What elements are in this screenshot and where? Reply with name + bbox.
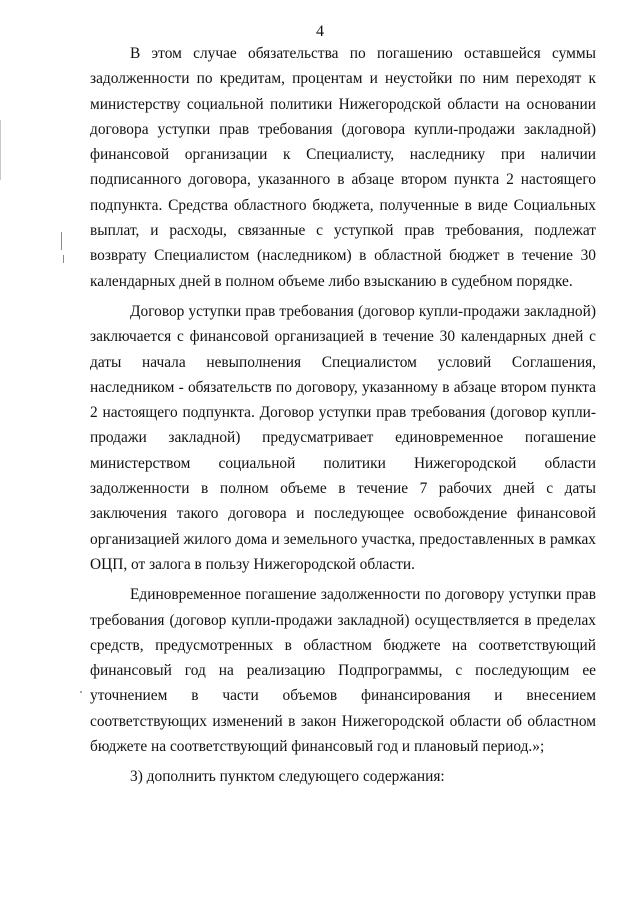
paragraph-add-clause: 3) дополнить пунктом следующего содержания: <box>130 768 445 786</box>
paragraph-assignment-agreement: Договор уступки прав требования (договор купли-продажи закладной) заключается с финансовой организацией в течение 30 календарных дней с даты начала невыполнения Специалистом условий Соглашения, наследником - обязательств по договору, указанному в абзаце втором пункта 2 настоящего подпункта. Договор уступки прав требования (договор купли-продажи закладной) предусматривает единовременное погашение министерством социальной политики Нижегородской области задолженности в полном объеме в течение 7 рабочих дней с даты заключения такого договора и последующее освобождение финансовой организацией жилого дома и земельного участка, предоставленных в рамках ОЦП, от залога в пользу Нижегородской области. <box>90 302 596 573</box>
scan-artifact <box>61 232 62 250</box>
document-body <box>90 41 596 790</box>
scan-artifact <box>63 255 64 263</box>
paragraph-lump-sum-repayment: Единовременное погашение задолженности по договору уступки прав требования (договор купли-продажи закладной) осуществляется в пределах средств, предусмотренных в областном бюджете на соответствующий финансовый год на реализацию Подпрограммы, с последующим ее уточнением в части объемов финансирования и внесением соответствующих изменений в закон Нижегородской области об областном бюджете на соответствующий финансовый год и плановый период.»; <box>90 586 596 756</box>
paragraph-obligations-transfer: В этом случае обязательства по погашению оставшейся суммы задолженности по кредитам, процентам и неустойки по ним переходят к министерству социальной политики Нижегородской области на основании договора уступки прав требования (договора купли-продажи закладной) финансовой организации к Специалисту, наследнику при наличии подписанного договора, указанного в абзаце втором пункта 2 настоящего подпункта. Средства областного бюджета, полученные в виде Социальных выплат, и расходы, связанные с уступкой прав требования, подлежат возврату Специалистом (наследником) в областной бюджет в течение 30 календарных дней в полном объеме либо взысканию в судебном порядке. <box>90 45 596 290</box>
scan-artifact <box>0 120 1 180</box>
page-number: 4 <box>316 23 324 40</box>
scan-artifact <box>80 691 82 693</box>
